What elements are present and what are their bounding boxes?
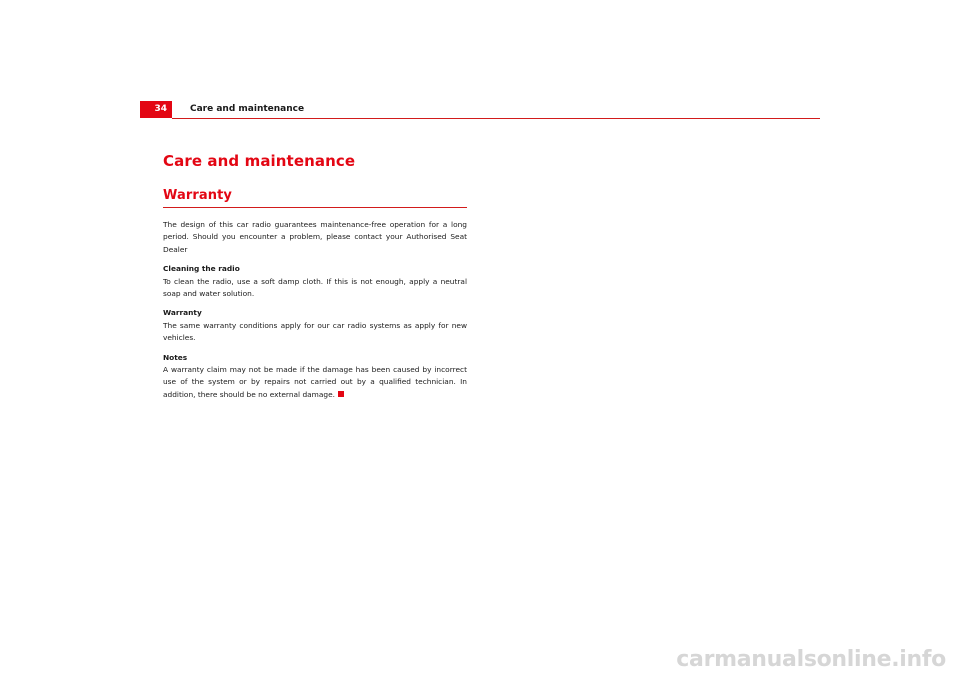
section-end-marker xyxy=(338,391,344,397)
notes-text: A warranty claim may not be made if the damage has been caused by incorrect use of the system or by repairs not carried out by a qualified technician. In addition, there should be no external damage. xyxy=(163,365,467,399)
warranty-paragraph: The same warranty conditions apply for our car radio systems as apply for new vehicles. xyxy=(163,320,467,343)
cleaning-paragraph: To clean the radio, use a soft damp cloth. If this is not enough, apply a neutral soap and water solution. xyxy=(163,276,467,299)
page-header xyxy=(140,101,820,118)
page-number-badge: 34 xyxy=(140,101,172,118)
section-title: Warranty xyxy=(163,188,232,203)
running-header-title: Care and maintenance xyxy=(190,104,305,114)
cleaning-heading: Cleaning the radio xyxy=(163,264,240,274)
section-divider xyxy=(163,207,467,208)
notes-heading: Notes xyxy=(163,352,188,362)
header-divider xyxy=(172,118,820,119)
warranty-heading: Warranty xyxy=(163,308,202,318)
body-text xyxy=(163,219,467,408)
chapter-title: Care and maintenance xyxy=(163,152,356,170)
intro-paragraph: The design of this car radio guarantees maintenance-free operation for a long period. Should you encounter a problem, please contact your Authorised Seat Dealer xyxy=(163,220,467,254)
notes-paragraph xyxy=(163,364,467,401)
watermark-logo: carmanualsonline.info xyxy=(676,647,946,672)
